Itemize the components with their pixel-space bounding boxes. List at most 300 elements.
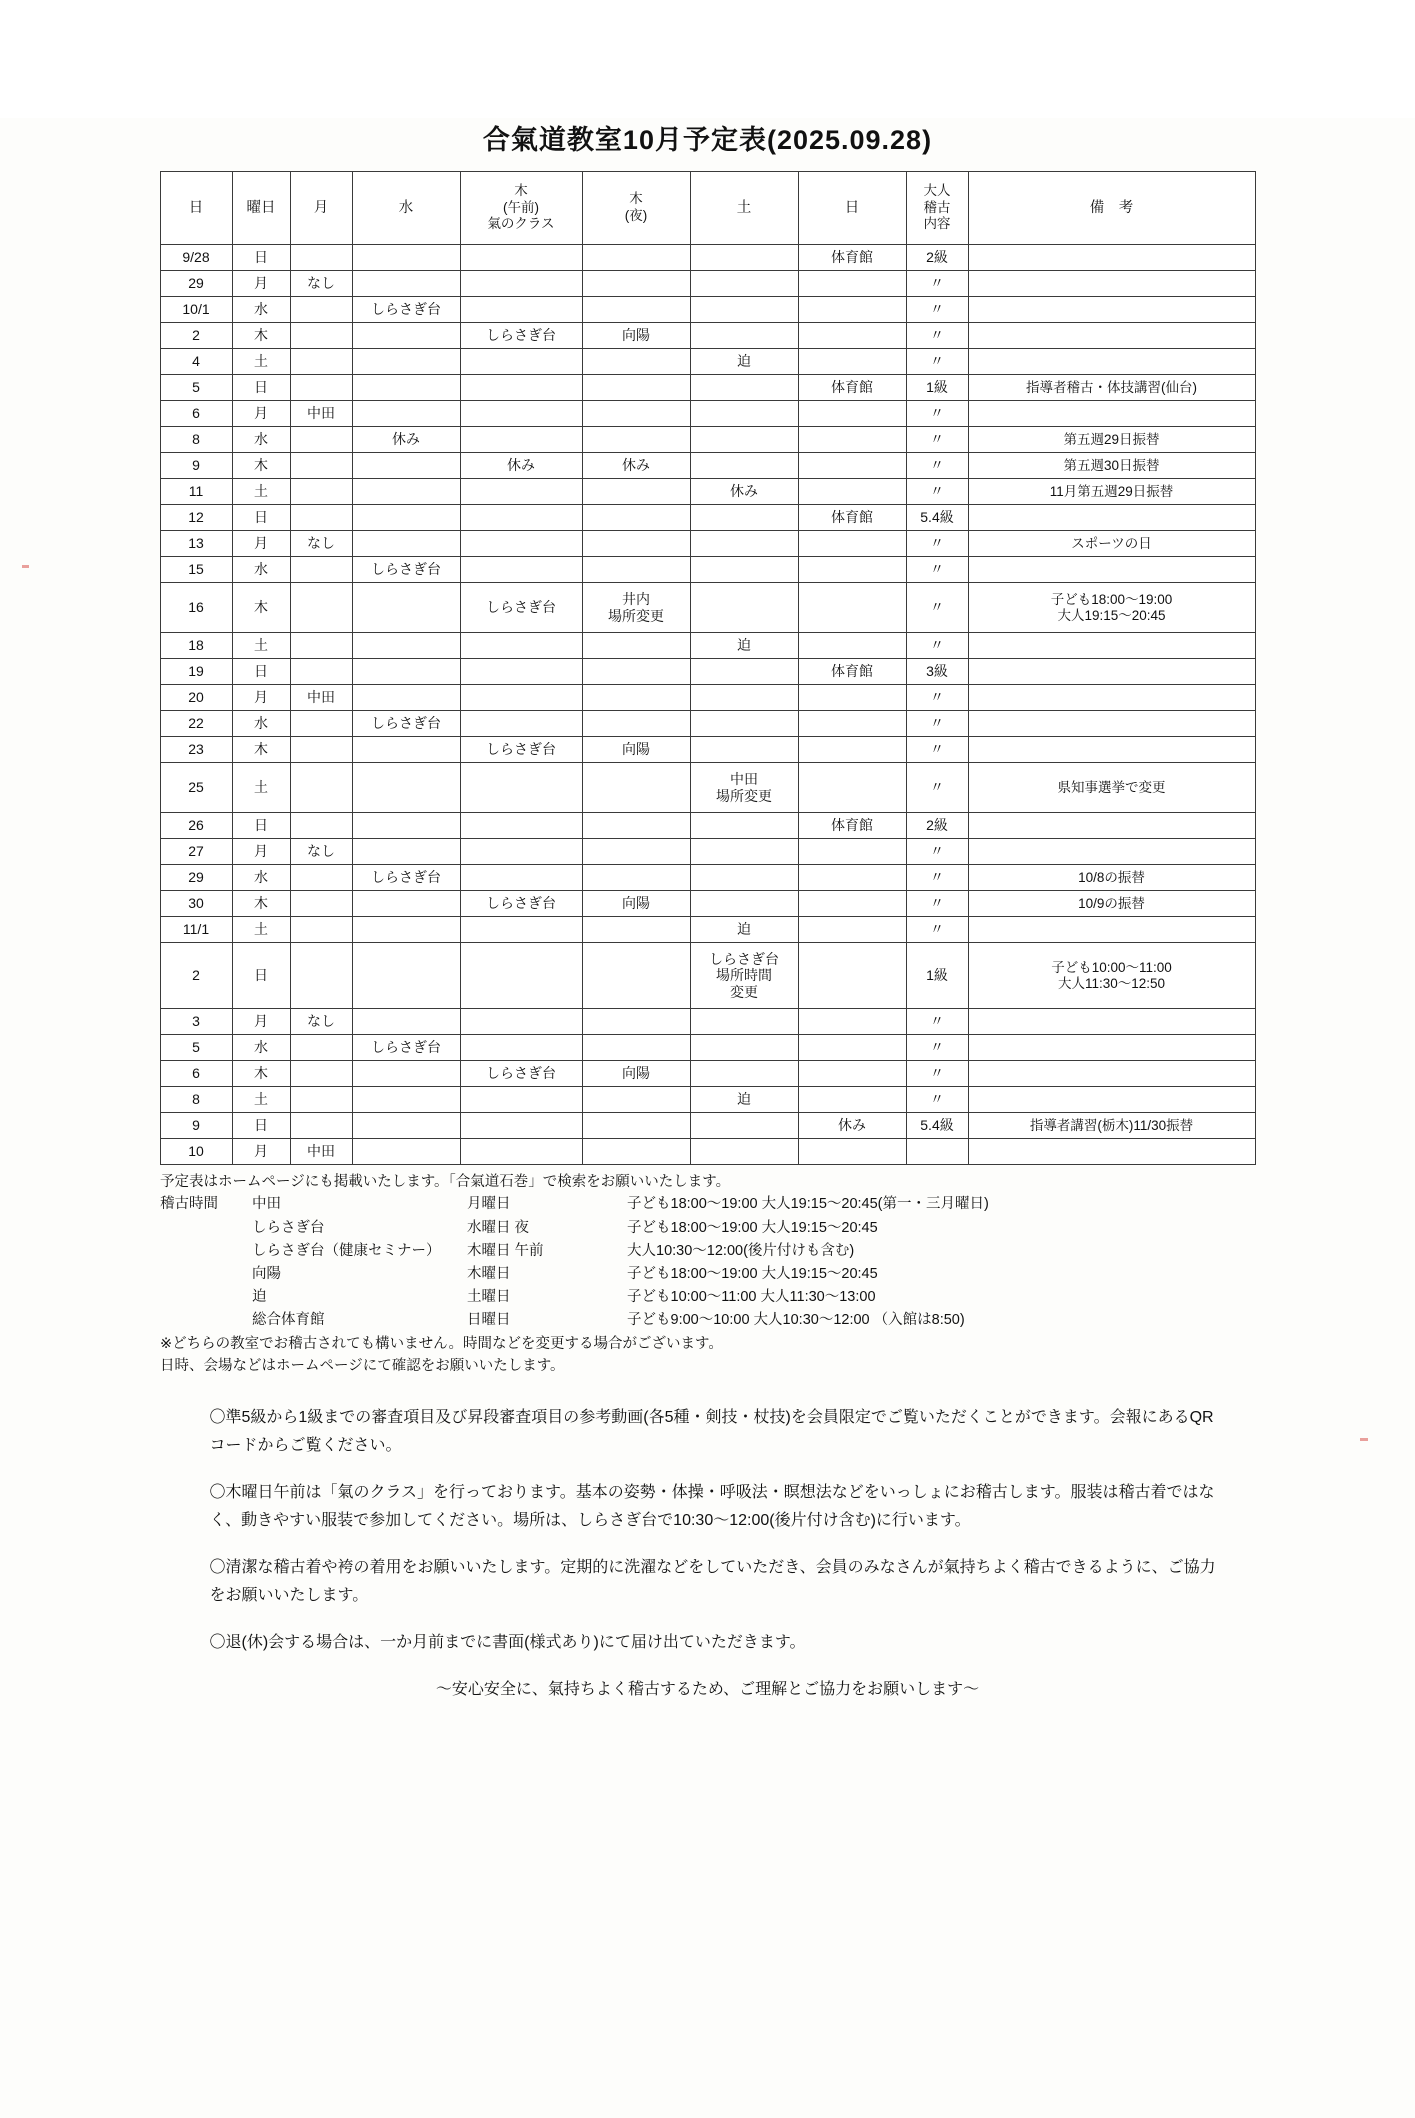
cell-monday xyxy=(290,323,352,349)
cell-monday xyxy=(290,453,352,479)
cell-rank: 〃 xyxy=(906,531,968,557)
practice-time: 子ども10:00～11:00 大人11:30～13:00 xyxy=(627,1289,876,1306)
cell-saturday xyxy=(690,453,798,479)
cell-thu-pm xyxy=(582,245,690,271)
cell-monday xyxy=(290,297,352,323)
cell-thu-am xyxy=(460,685,582,711)
cell-dow: 木 xyxy=(232,1061,290,1087)
table-row xyxy=(160,323,1255,349)
header-thu-am-line2: (午前) xyxy=(503,199,539,215)
cell-sunday xyxy=(798,323,906,349)
cell-note xyxy=(968,737,1255,763)
cell-saturday xyxy=(690,245,798,271)
header-note: 備 考 xyxy=(968,172,1255,245)
cell-note xyxy=(968,505,1255,531)
table-row xyxy=(160,531,1255,557)
cell-rank: 〃 xyxy=(906,711,968,737)
body-paragraph-4: 〇退(休)会する場合は、一か月前までに書面(様式あり)にて届け出ていただきます。 xyxy=(209,1633,806,1651)
cell-thu-pm xyxy=(582,505,690,531)
body-text xyxy=(188,1404,1228,1704)
cell-saturday: 迫 xyxy=(690,917,798,943)
cell-day: 30 xyxy=(160,891,232,917)
cell-day: 20 xyxy=(160,685,232,711)
cell-sunday xyxy=(798,271,906,297)
cell-saturday xyxy=(690,375,798,401)
cell-wednesday xyxy=(352,633,460,659)
cell-sunday xyxy=(798,297,906,323)
cell-day: 10/1 xyxy=(160,297,232,323)
header-rank-line2: 稽古 xyxy=(923,199,951,215)
cell-dow: 木 xyxy=(232,453,290,479)
cell-note xyxy=(968,917,1255,943)
practice-time: 子ども9:00～10:00 大人10:30～12:00 （入館は8:50) xyxy=(627,1312,965,1329)
cell-saturday: 休み xyxy=(690,479,798,505)
cell-wednesday xyxy=(352,1061,460,1087)
cell-day: 9 xyxy=(160,453,232,479)
cell-thu-pm: 向陽 xyxy=(582,1061,690,1087)
cell-rank: 3級 xyxy=(906,659,968,685)
footnote-1: ※どちらの教室でお稽古されても構いません。時間などを変更する場合がございます。 xyxy=(160,1335,723,1352)
cell-wednesday xyxy=(352,1113,460,1139)
practice-day: 土曜日 xyxy=(467,1289,511,1306)
cell-note: 11月第五週29日振替 xyxy=(968,479,1255,505)
cell-sunday xyxy=(798,839,906,865)
cell-day: 6 xyxy=(160,1061,232,1087)
cell-sunday xyxy=(798,943,906,1009)
header-thursday-morning xyxy=(460,172,582,245)
cell-thu-am xyxy=(460,1009,582,1035)
table-row xyxy=(160,1009,1255,1035)
cell-thu-am xyxy=(460,1139,582,1165)
header-rank-line1: 大人 xyxy=(923,182,951,198)
practice-time-rows xyxy=(252,1193,1255,1332)
cell-dow: 月 xyxy=(232,271,290,297)
cell-dow: 木 xyxy=(232,323,290,349)
cell-note: スポーツの日 xyxy=(968,531,1255,557)
practice-day: 水曜日 夜 xyxy=(467,1219,530,1236)
cell-rank xyxy=(906,1139,968,1165)
cell-thu-pm: 向陽 xyxy=(582,737,690,763)
practice-day: 月曜日 xyxy=(467,1196,511,1213)
cell-thu-am: しらさぎ台 xyxy=(460,737,582,763)
cell-thu-pm xyxy=(582,1113,690,1139)
cell-rank: 〃 xyxy=(906,1009,968,1035)
cell-dow: 月 xyxy=(232,839,290,865)
cell-sunday: 体育館 xyxy=(798,245,906,271)
cell-wednesday xyxy=(352,659,460,685)
cell-saturday xyxy=(690,297,798,323)
header-rank xyxy=(906,172,968,245)
cell-day: 26 xyxy=(160,813,232,839)
cell-saturday xyxy=(690,427,798,453)
cell-saturday: 中田 場所変更 xyxy=(690,763,798,813)
cell-rank: 〃 xyxy=(906,583,968,633)
cell-dow: 水 xyxy=(232,865,290,891)
cell-sunday xyxy=(798,891,906,917)
cell-dow: 月 xyxy=(232,1139,290,1165)
cell-day: 29 xyxy=(160,865,232,891)
cell-note: 子ども10:00～11:00 大人11:30～12:50 xyxy=(968,943,1255,1009)
cell-dow: 日 xyxy=(232,505,290,531)
practice-time-label: 稽古時間 xyxy=(160,1196,218,1213)
cell-dow: 月 xyxy=(232,685,290,711)
cell-saturday xyxy=(690,839,798,865)
practice-time: 大人10:30～12:00(後片付けも含む) xyxy=(627,1242,855,1259)
cell-dow: 水 xyxy=(232,297,290,323)
cell-monday xyxy=(290,813,352,839)
cell-day: 11/1 xyxy=(160,917,232,943)
cell-saturday xyxy=(690,583,798,633)
table-row xyxy=(160,917,1255,943)
cell-dow: 木 xyxy=(232,583,290,633)
cell-rank: 5.4級 xyxy=(906,505,968,531)
table-body xyxy=(160,245,1255,1165)
cell-note xyxy=(968,1087,1255,1113)
cell-sunday xyxy=(798,685,906,711)
cell-thu-am xyxy=(460,401,582,427)
table-row xyxy=(160,943,1255,1009)
cell-monday: 中田 xyxy=(290,685,352,711)
cell-day: 11 xyxy=(160,479,232,505)
cell-rank: 〃 xyxy=(906,557,968,583)
cell-thu-pm xyxy=(582,1087,690,1113)
cell-rank: 〃 xyxy=(906,891,968,917)
cell-saturday xyxy=(690,1009,798,1035)
cell-monday: なし xyxy=(290,839,352,865)
cell-thu-am xyxy=(460,711,582,737)
table-row xyxy=(160,245,1255,271)
cell-sunday xyxy=(798,917,906,943)
cell-sunday xyxy=(798,427,906,453)
cell-thu-am xyxy=(460,297,582,323)
header-dow: 曜日 xyxy=(232,172,290,245)
cell-dow: 月 xyxy=(232,531,290,557)
cell-note xyxy=(968,297,1255,323)
practice-day: 木曜日 xyxy=(467,1266,511,1283)
cell-wednesday xyxy=(352,1139,460,1165)
cell-rank: 〃 xyxy=(906,917,968,943)
cell-rank: 〃 xyxy=(906,297,968,323)
cell-note xyxy=(968,1139,1255,1165)
cell-thu-pm xyxy=(582,633,690,659)
cell-saturday xyxy=(690,401,798,427)
practice-place: 中田 xyxy=(252,1196,281,1213)
table-row xyxy=(160,297,1255,323)
cell-monday xyxy=(290,479,352,505)
cell-saturday: 迫 xyxy=(690,633,798,659)
practice-place: しらさぎ台（健康セミナー） xyxy=(252,1242,441,1259)
scan-artifact-2 xyxy=(1360,1438,1368,1441)
table-row xyxy=(160,505,1255,531)
cell-day: 16 xyxy=(160,583,232,633)
table-row xyxy=(160,271,1255,297)
cell-note: 第五週30日振替 xyxy=(968,453,1255,479)
header-saturday: 土 xyxy=(690,172,798,245)
cell-rank: 1級 xyxy=(906,943,968,1009)
cell-thu-am xyxy=(460,245,582,271)
cell-dow: 水 xyxy=(232,711,290,737)
cell-wednesday xyxy=(352,505,460,531)
cell-thu-pm: 井内 場所変更 xyxy=(582,583,690,633)
closing-message: ～安心安全に、氣持ちよく稽古するため、ご理解とご協力をお願いします～ xyxy=(435,1680,980,1698)
cell-note: 子ども18:00～19:00 大人19:15～20:45 xyxy=(968,583,1255,633)
table-row xyxy=(160,583,1255,633)
header-wednesday: 水 xyxy=(352,172,460,245)
cell-thu-am xyxy=(460,505,582,531)
cell-thu-pm xyxy=(582,427,690,453)
cell-wednesday xyxy=(352,375,460,401)
cell-rank: 2級 xyxy=(906,245,968,271)
table-row xyxy=(160,557,1255,583)
cell-note xyxy=(968,271,1255,297)
cell-rank: 〃 xyxy=(906,865,968,891)
cell-wednesday xyxy=(352,323,460,349)
cell-rank: 〃 xyxy=(906,685,968,711)
cell-note xyxy=(968,839,1255,865)
cell-wednesday xyxy=(352,1009,460,1035)
header-sunday: 日 xyxy=(798,172,906,245)
cell-day: 5 xyxy=(160,375,232,401)
cell-monday xyxy=(290,1087,352,1113)
table-header xyxy=(160,172,1255,245)
cell-thu-pm xyxy=(582,1009,690,1035)
cell-monday: 中田 xyxy=(290,1139,352,1165)
body-paragraph-1: 〇準5級から1級までの審査項目及び昇段審査項目の参考動画(各5種・剣技・杖技)を会員限定でご覧いただくことができます。会報にあるQRコードからご覧ください。 xyxy=(209,1408,1214,1454)
cell-day: 23 xyxy=(160,737,232,763)
cell-dow: 土 xyxy=(232,763,290,813)
practice-time-row xyxy=(252,1193,1255,1216)
cell-note xyxy=(968,813,1255,839)
cell-note xyxy=(968,323,1255,349)
cell-monday xyxy=(290,917,352,943)
table-row xyxy=(160,1139,1255,1165)
table-row xyxy=(160,375,1255,401)
cell-monday xyxy=(290,583,352,633)
cell-dow: 水 xyxy=(232,1035,290,1061)
header-monday: 月 xyxy=(290,172,352,245)
cell-thu-pm xyxy=(582,839,690,865)
cell-wednesday xyxy=(352,245,460,271)
cell-monday xyxy=(290,427,352,453)
cell-sunday: 体育館 xyxy=(798,813,906,839)
practice-time: 子ども18:00～19:00 大人19:15～20:45 xyxy=(627,1266,878,1283)
cell-sunday xyxy=(798,737,906,763)
cell-thu-am xyxy=(460,427,582,453)
cell-thu-am: 休み xyxy=(460,453,582,479)
cell-wednesday xyxy=(352,839,460,865)
practice-day: 木曜日 午前 xyxy=(467,1242,544,1259)
cell-wednesday xyxy=(352,531,460,557)
cell-sunday xyxy=(798,1061,906,1087)
header-thu-pm-line2: (夜) xyxy=(624,208,648,223)
cell-thu-am xyxy=(460,839,582,865)
scan-artifact xyxy=(22,565,29,568)
cell-thu-pm xyxy=(582,375,690,401)
cell-day: 18 xyxy=(160,633,232,659)
cell-thu-pm xyxy=(582,1035,690,1061)
cell-wednesday xyxy=(352,737,460,763)
cell-day: 4 xyxy=(160,349,232,375)
table-row xyxy=(160,633,1255,659)
cell-rank: 〃 xyxy=(906,633,968,659)
cell-wednesday: しらさぎ台 xyxy=(352,865,460,891)
cell-sunday xyxy=(798,1009,906,1035)
cell-thu-am xyxy=(460,1113,582,1139)
cell-monday: なし xyxy=(290,1009,352,1035)
cell-monday xyxy=(290,349,352,375)
table-row xyxy=(160,659,1255,685)
cell-wednesday: しらさぎ台 xyxy=(352,297,460,323)
cell-thu-am xyxy=(460,633,582,659)
cell-thu-pm xyxy=(582,685,690,711)
table-row xyxy=(160,1087,1255,1113)
cell-saturday xyxy=(690,711,798,737)
cell-monday xyxy=(290,711,352,737)
cell-thu-pm xyxy=(582,557,690,583)
cell-thu-am xyxy=(460,943,582,1009)
cell-thu-am xyxy=(460,557,582,583)
table-row xyxy=(160,839,1255,865)
cell-thu-pm xyxy=(582,763,690,813)
cell-wednesday xyxy=(352,401,460,427)
cell-thu-pm xyxy=(582,865,690,891)
practice-time-row xyxy=(252,1309,1255,1332)
cell-saturday xyxy=(690,891,798,917)
cell-thu-pm xyxy=(582,349,690,375)
header-thu-pm-line1: 木 xyxy=(629,191,643,207)
cell-dow: 日 xyxy=(232,813,290,839)
table-row xyxy=(160,865,1255,891)
cell-thu-am xyxy=(460,813,582,839)
cell-sunday: 体育館 xyxy=(798,659,906,685)
cell-rank: 〃 xyxy=(906,1087,968,1113)
cell-day: 9/28 xyxy=(160,245,232,271)
cell-monday xyxy=(290,659,352,685)
cell-note xyxy=(968,633,1255,659)
cell-thu-am xyxy=(460,1087,582,1113)
cell-thu-pm xyxy=(582,917,690,943)
table-row xyxy=(160,763,1255,813)
cell-day: 15 xyxy=(160,557,232,583)
cell-dow: 日 xyxy=(232,375,290,401)
cell-day: 27 xyxy=(160,839,232,865)
cell-note xyxy=(968,245,1255,271)
cell-thu-am xyxy=(460,375,582,401)
cell-sunday xyxy=(798,1087,906,1113)
cell-sunday xyxy=(798,453,906,479)
cell-wednesday xyxy=(352,271,460,297)
cell-saturday: 迫 xyxy=(690,1087,798,1113)
cell-wednesday xyxy=(352,813,460,839)
cell-saturday xyxy=(690,557,798,583)
cell-monday: 中田 xyxy=(290,401,352,427)
cell-note: 10/8の振替 xyxy=(968,865,1255,891)
cell-thu-am xyxy=(460,865,582,891)
cell-thu-am xyxy=(460,1035,582,1061)
cell-rank: 〃 xyxy=(906,1035,968,1061)
practice-time: 子ども18:00～19:00 大人19:15～20:45(第一・三月曜日) xyxy=(627,1196,989,1213)
cell-dow: 土 xyxy=(232,917,290,943)
cell-dow: 月 xyxy=(232,1009,290,1035)
cell-monday xyxy=(290,943,352,1009)
cell-wednesday xyxy=(352,917,460,943)
practice-time-row xyxy=(252,1217,1255,1240)
cell-day: 5 xyxy=(160,1035,232,1061)
cell-wednesday xyxy=(352,685,460,711)
cell-thu-am xyxy=(460,531,582,557)
cell-dow: 土 xyxy=(232,479,290,505)
practice-time-row xyxy=(252,1286,1255,1309)
cell-wednesday: しらさぎ台 xyxy=(352,711,460,737)
practice-time: 子ども18:00～19:00 大人19:15～20:45 xyxy=(627,1219,878,1236)
cell-day: 9 xyxy=(160,1113,232,1139)
cell-day: 8 xyxy=(160,1087,232,1113)
table-row xyxy=(160,737,1255,763)
table-row xyxy=(160,479,1255,505)
cell-note xyxy=(968,659,1255,685)
cell-day: 19 xyxy=(160,659,232,685)
cell-monday xyxy=(290,763,352,813)
cell-rank: 1級 xyxy=(906,375,968,401)
cell-saturday xyxy=(690,659,798,685)
cell-thu-pm xyxy=(582,1139,690,1165)
cell-monday xyxy=(290,633,352,659)
cell-saturday xyxy=(690,1061,798,1087)
cell-rank: 〃 xyxy=(906,763,968,813)
cell-sunday: 休み xyxy=(798,1113,906,1139)
cell-note xyxy=(968,711,1255,737)
cell-saturday xyxy=(690,1035,798,1061)
cell-monday: なし xyxy=(290,531,352,557)
cell-saturday xyxy=(690,813,798,839)
cell-wednesday: しらさぎ台 xyxy=(352,1035,460,1061)
homepage-note: 予定表はホームページにも掲載いたします。「合氣道石巻」で検索をお願いいたします。 xyxy=(160,1174,731,1190)
cell-sunday xyxy=(798,633,906,659)
cell-sunday xyxy=(798,763,906,813)
cell-wednesday xyxy=(352,943,460,1009)
footnote-2: 日時、会場などはホームページにて確認をお願いいたします。 xyxy=(160,1358,565,1375)
document-page xyxy=(0,118,1415,2118)
cell-monday: なし xyxy=(290,271,352,297)
cell-monday xyxy=(290,1061,352,1087)
cell-wednesday xyxy=(352,1087,460,1113)
cell-saturday xyxy=(690,531,798,557)
cell-thu-am xyxy=(460,349,582,375)
cell-saturday xyxy=(690,685,798,711)
table-row xyxy=(160,685,1255,711)
cell-day: 2 xyxy=(160,323,232,349)
table-row xyxy=(160,453,1255,479)
cell-dow: 水 xyxy=(232,557,290,583)
cell-sunday xyxy=(798,557,906,583)
cell-thu-am xyxy=(460,917,582,943)
cell-saturday: 迫 xyxy=(690,349,798,375)
cell-monday xyxy=(290,557,352,583)
table-row xyxy=(160,891,1255,917)
table-row xyxy=(160,427,1255,453)
cell-thu-pm xyxy=(582,401,690,427)
cell-thu-pm xyxy=(582,271,690,297)
cell-thu-am xyxy=(460,271,582,297)
cell-monday xyxy=(290,1035,352,1061)
practice-place: しらさぎ台 xyxy=(252,1219,325,1236)
cell-thu-pm xyxy=(582,943,690,1009)
cell-day: 25 xyxy=(160,763,232,813)
header-day: 日 xyxy=(160,172,232,245)
cell-wednesday xyxy=(352,763,460,813)
footnotes xyxy=(160,1171,1255,1378)
cell-rank: 2級 xyxy=(906,813,968,839)
